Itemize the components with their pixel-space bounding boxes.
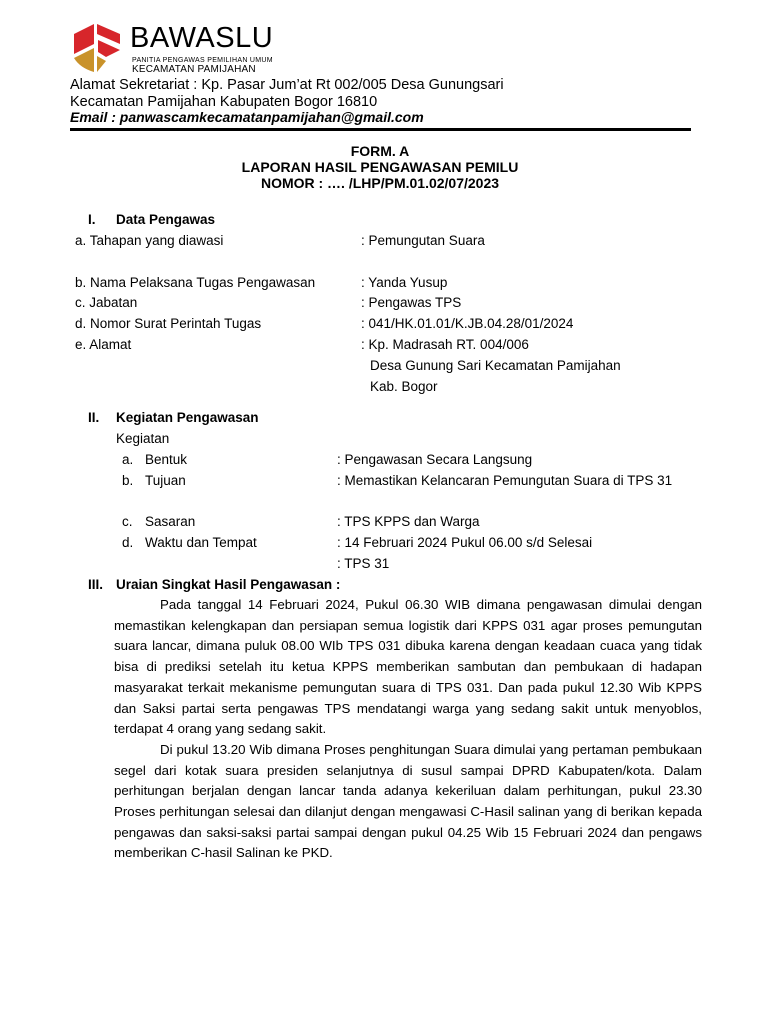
form-title: FORM. A <box>350 143 410 159</box>
report-number: NOMOR : …. /LHP/PM.01.02/07/2023 <box>260 175 500 191</box>
section-1-heading: Data Pengawas <box>116 212 216 227</box>
data-value: : Pemungutan Suara <box>361 233 485 248</box>
activity-label: Bentuk <box>145 452 188 467</box>
activity-value: : TPS KPPS dan Warga <box>337 514 480 529</box>
data-label: a. Tahapan yang diawasi <box>75 233 224 248</box>
data-value: : Yanda Yusup <box>361 275 448 290</box>
bawaslu-logo-icon <box>70 20 126 74</box>
data-label: d. Nomor Surat Perintah Tugas <box>75 316 262 331</box>
address-continuation: Desa Gunung Sari Kecamatan Pamijahan <box>370 358 621 373</box>
section-3-heading: Uraian Singkat Hasil Pengawasan : <box>116 577 341 592</box>
activity-value: : Memastikan Kelancaran Pemungutan Suara di TPS 31 <box>337 473 673 488</box>
report-narrative <box>114 595 702 864</box>
section-3-number: III. <box>88 577 104 592</box>
data-value: : Kp. Madrasah RT. 004/006 <box>361 337 529 352</box>
activity-label: Sasaran <box>145 514 196 529</box>
data-label: e. Alamat <box>75 337 132 352</box>
data-value: : Pengawas TPS <box>361 295 462 310</box>
section-2-subheading: Kegiatan <box>116 431 170 446</box>
data-label: c. Jabatan <box>75 295 138 310</box>
activity-letter: d. <box>122 535 134 550</box>
brand-district: KECAMATAN PAMIJAHAN <box>132 64 256 75</box>
activity-label: Waktu dan Tempat <box>145 535 257 550</box>
report-title: LAPORAN HASIL PENGAWASAN PEMILU <box>241 159 519 175</box>
activity-letter: c. <box>122 514 133 529</box>
section-2-heading: Kegiatan Pengawasan <box>116 410 259 425</box>
activity-place: : TPS 31 <box>337 556 390 571</box>
activity-value: : Pengawasan Secara Langsung <box>337 452 533 467</box>
address-line-1: Alamat Sekretariat : Kp. Pasar Jum’at Rt 002/005 Desa Gunungsari <box>70 77 504 93</box>
activity-label: Tujuan <box>145 473 186 488</box>
activity-value: : 14 Februari 2024 Pukul 06.00 s/d Selesai <box>337 535 593 550</box>
activity-letter: a. <box>122 452 134 467</box>
activity-letter: b. <box>122 473 134 488</box>
narrative-paragraph-2: Di pukul 13.20 Wib dimana Proses penghitungan Suara dimulai yang pertaman pembukaan segel dari kotak suara presiden selanjutnya di susul sampai DPRD Kabupaten/kota. Dalam perhitungan berjalan dengan lancar tanda adanya kekeriluan dalam perhitungan, pukul 23.30 Proses perhitungan selesai dan dilanjut dengan mengawasi C-Hasil salinan yang di berikan kepada pengawas dan saksi-saksi partai sampai dengan pukul 04.25 Wib 15 Februari 2024 dan pengaws memberikan C-hasil Salinan ke PKD. <box>114 741 702 861</box>
section-1-number: I. <box>88 212 96 227</box>
narrative-paragraph-1: Pada tanggal 14 Februari 2024, Pukul 06.30 WIB dimana pengawasan dimulai dengan memastikan kelengkapan dan persiapan semua logistik dari KPPS 031 agar proses pemungutan suara lancar, dimana puluk 08.00 WIb TPS 031 dibuka karena dengan keadaan cuaca yang tidak bisa di prediksi setelah itu ketua KPPS memberikan sambutan dan pembukaan di hadapan masyarakat terkait mekanisme pemungutan suara di TPS 031. Dan pada pukul 12.30 Wib KPPS dan Saksi partai serta pengawas TPS mendatangi warga yang sedang sakit untuk menyoblos, terdapat 4 orang yang sedang sakit. <box>114 597 702 737</box>
header-divider <box>70 128 691 131</box>
brand-subtitle: PANITIA PENGAWAS PEMILIHAN UMUM <box>132 57 273 64</box>
data-label: b. Nama Pelaksana Tugas Pengawasan <box>75 275 316 290</box>
email: Email : panwascamkecamatanpamijahan@gmail.com <box>70 109 424 125</box>
address-continuation: Kab. Bogor <box>370 379 438 394</box>
address-line-2: Kecamatan Pamijahan Kabupaten Bogor 16810 <box>70 94 378 110</box>
brand-name: BAWASLU <box>130 22 274 54</box>
data-value: : 041/HK.01.01/K.JB.04.28/01/2024 <box>361 316 574 331</box>
section-2-number: II. <box>88 410 100 425</box>
